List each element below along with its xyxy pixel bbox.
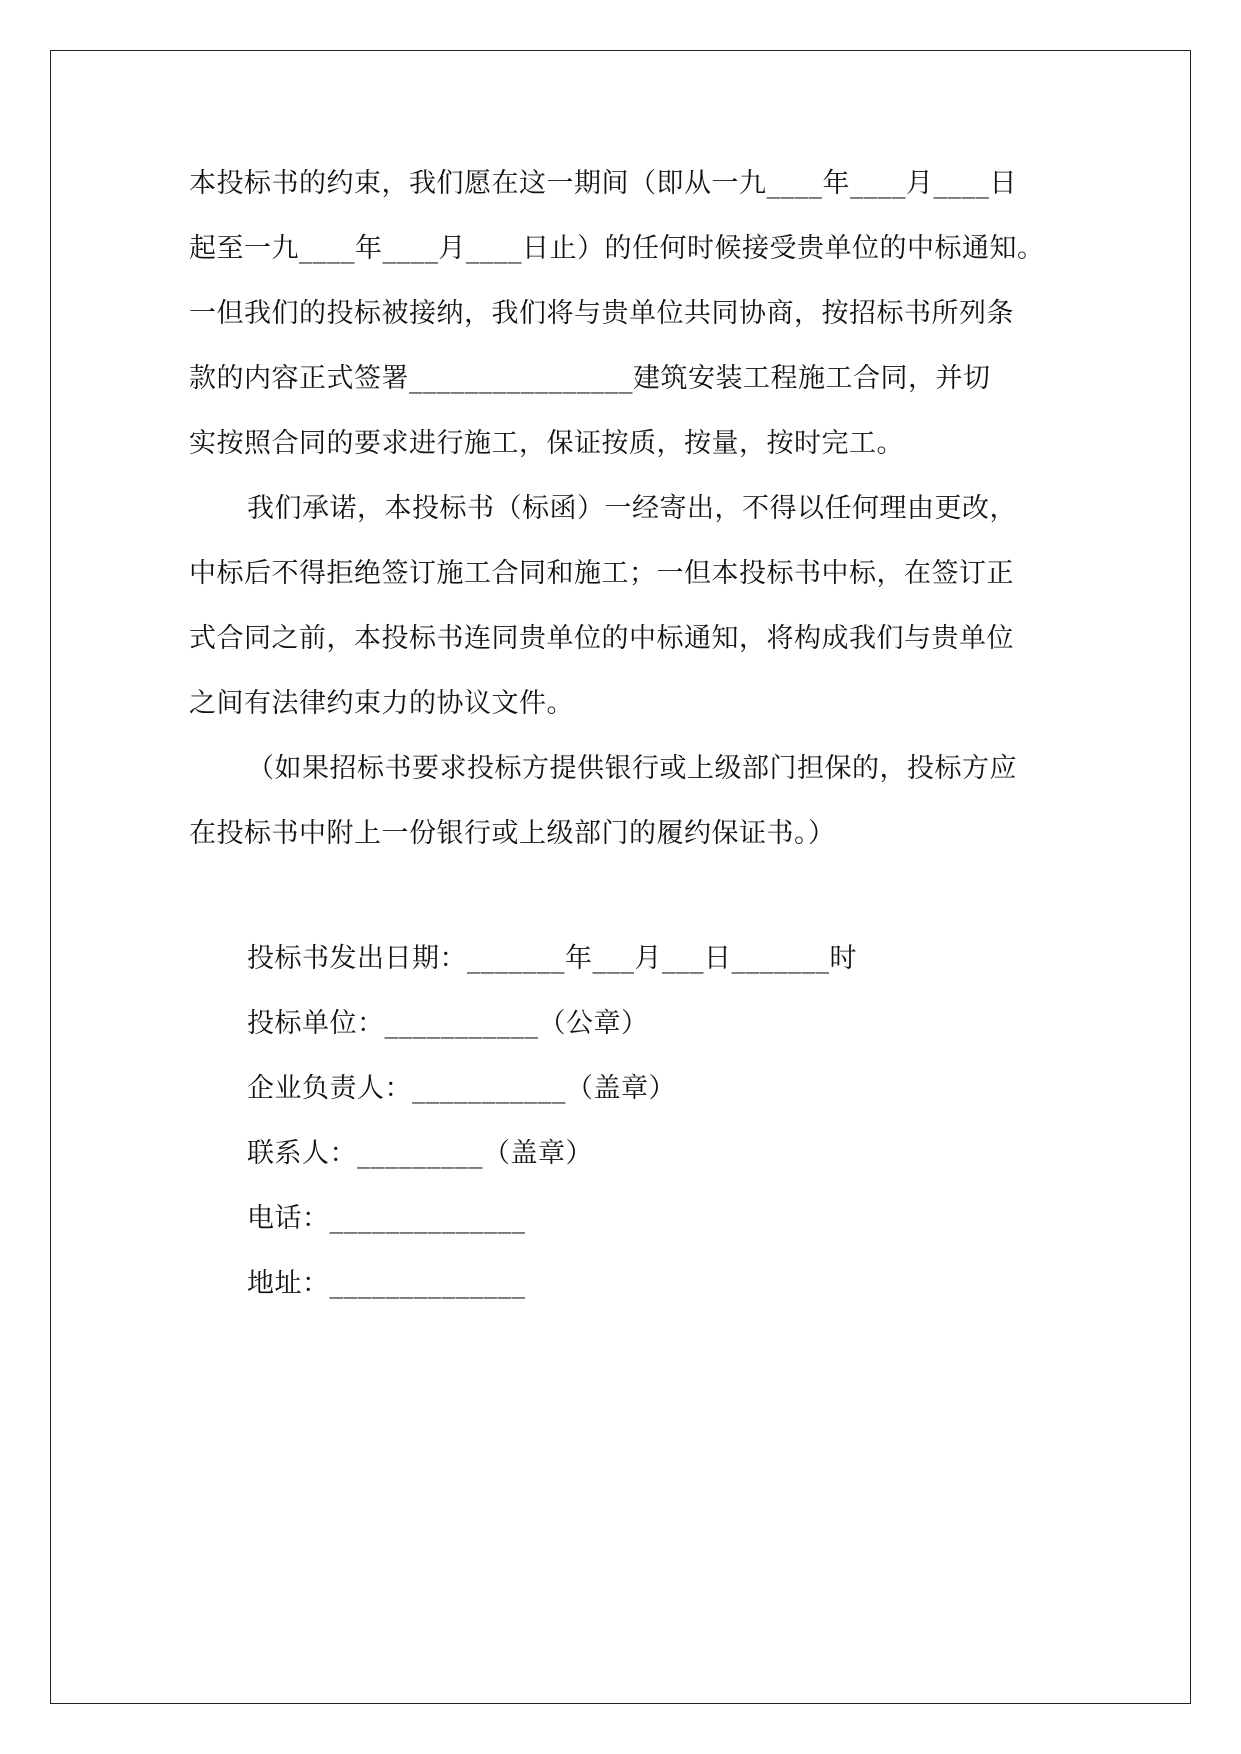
paragraph-line: 在投标书中附上一份银行或上级部门的履约保证书。） bbox=[189, 818, 836, 849]
paragraph-line: 之间有法律约束力的协议文件。 bbox=[189, 688, 574, 719]
paragraph-line: 本投标书的约束，我们愿在这一期间（即从一九____年____月____日 bbox=[189, 168, 1017, 199]
enterprise-head-line: 企业负责人：___________（盖章） bbox=[247, 1073, 676, 1104]
address-line: 地址：______________ bbox=[247, 1268, 526, 1299]
paragraph-line: 中标后不得拒绝签订施工合同和施工；一但本投标书中标，在签订正 bbox=[189, 558, 1014, 589]
paragraph-line: 一但我们的投标被接纳，我们将与贵单位共同协商，按招标书所列条 bbox=[189, 298, 1014, 329]
paragraph-line: 起至一九____年____月____日止）的任何时候接受贵单位的中标通知。 bbox=[189, 233, 1045, 264]
issue-date-line: 投标书发出日期：_______年___月___日_______时 bbox=[247, 943, 857, 974]
paragraph-line: 我们承诺，本投标书（标函）一经寄出，不得以任何理由更改， bbox=[247, 493, 1017, 524]
paragraph-line: 款的内容正式签署________________建筑安装工程施工合同，并切 bbox=[189, 363, 991, 394]
paragraph-line: 实按照合同的要求进行施工，保证按质，按量，按时完工。 bbox=[189, 428, 904, 459]
bidder-unit-line: 投标单位：___________（公章） bbox=[247, 1008, 649, 1039]
paragraph-line: 式合同之前，本投标书连同贵单位的中标通知，将构成我们与贵单位 bbox=[189, 623, 1014, 654]
paragraph-line: （如果招标书要求投标方提供银行或上级部门担保的，投标方应 bbox=[247, 753, 1017, 784]
phone-line: 电话：______________ bbox=[247, 1203, 526, 1234]
contact-person-line: 联系人：_________（盖章） bbox=[247, 1138, 593, 1169]
